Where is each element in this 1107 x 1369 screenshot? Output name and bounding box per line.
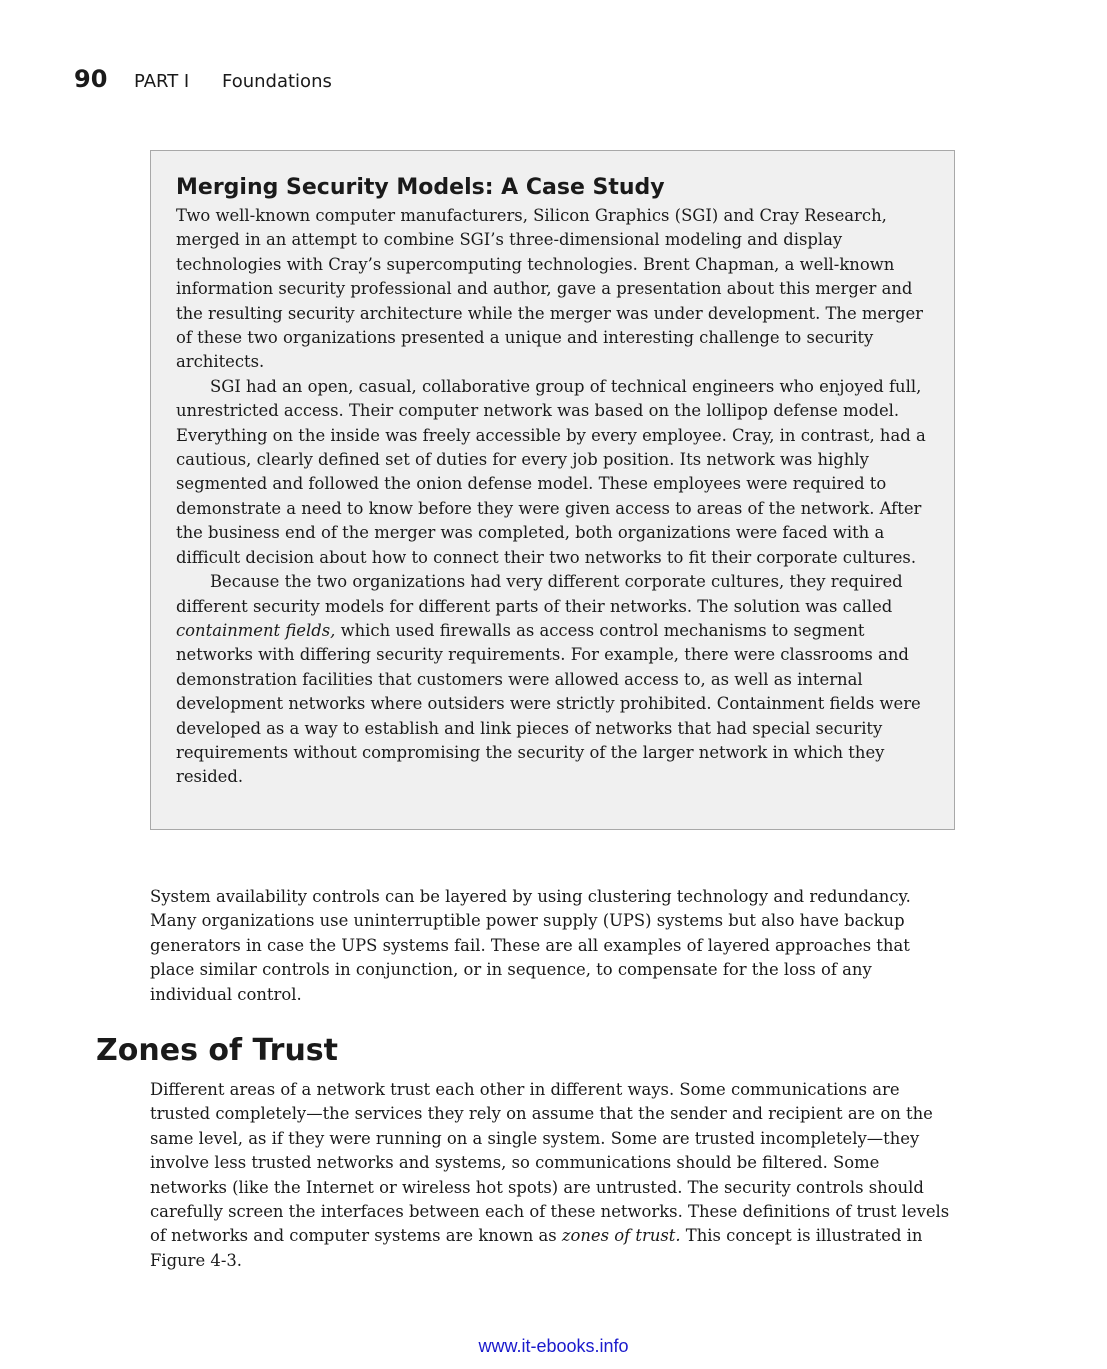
zones-paragraph-end: This concept is illustrated in Figure 4-3. — [150, 1226, 923, 1270]
sidebar-title: Merging Security Models: A Case Study — [176, 175, 665, 200]
zones-section — [150, 1078, 953, 1273]
zones-paragraph — [150, 1078, 953, 1273]
sidebar-paragraph-2: SGI had an open, casual, collaborative group of technical engineers who enjoyed full, unrestricted access. Their computer network was based on the lollipop defense model. Everything on the inside was freely accessible by every employee. Cray, in contrast, had a cautious, clearly defined set of duties for every job position. Its network was highly segmented and followed the onion defense model. These employees were required to demonstrate a need to know before they were given access to areas of the network. After the business end of the merger was completed, both organizations were faced with a difficult decision about how to connect their two networks to fit their corporate cultures. — [176, 376, 926, 567]
page-number: 90 — [74, 65, 108, 93]
availability-paragraph: System availability controls can be layered by using clustering technology and redundancy. Many organizations use uninterruptible power supply (UPS) systems but also have backup generators in case the UPS systems fail. These are all examples of layered approaches that place similar controls in conjunction, or in sequence, to compensate for the loss of any individual control. — [150, 887, 911, 1004]
part-label: PART I — [134, 71, 190, 92]
availability-section — [150, 885, 945, 1007]
containment-fields-term: containment fields, — [176, 620, 336, 640]
zones-of-trust-term: zones of trust. — [561, 1226, 681, 1246]
zones-of-trust-heading: Zones of Trust — [96, 1033, 338, 1068]
sidebar-paragraph-3-end: which used firewalls as access control mechanisms to segment networks with differing security requirements. For example, there were classrooms and demonstration facilities that customers were allowed access to, as well as internal development networks where outsiders were strictly prohibited. Containment fields were developed as a way to establish and link pieces of networks that had special security requirements without compromising the security of the larger network in which they resided. — [176, 620, 921, 787]
zones-paragraph-start: Different areas of a network trust each other in different ways. Some communications are trusted completely—the services they rely on assume that the sender and recipient are on the same level, as if they were running on a single system. Some are trusted incompletely—they involve less trusted networks and systems, so communications should be filtered. Some networks (like the Internet or wireless hot spots) are untrusted. The security controls should carefully screen the interfaces between each of these networks. These definitions of trust levels of networks and computer systems are known as — [150, 1080, 950, 1246]
footer-link[interactable]: www.it-ebooks.info — [478, 1336, 629, 1356]
sidebar-paragraph-3-start: Because the two organizations had very different corporate cultures, they required different security models for different parts of their networks. The solution was called — [176, 572, 903, 616]
sidebar-paragraph-1: Two well-known computer manufacturers, Silicon Graphics (SGI) and Cray Research, merged in an attempt to combine SGI’s three-dimensional modeling and display technologies with Cray’s supercomputing technologies. Brent Chapman, a well-known information security professional and author, gave a presentation about this merger and the resulting security architecture while the merger was under development. The merger of these two organizations presented a unique and interesting challenge to security architects. — [176, 206, 923, 372]
sidebar-body — [176, 204, 936, 790]
sidebar-paragraph-3 — [176, 570, 936, 790]
section-label: Foundations — [222, 71, 332, 92]
case-study-sidebar — [150, 150, 955, 830]
